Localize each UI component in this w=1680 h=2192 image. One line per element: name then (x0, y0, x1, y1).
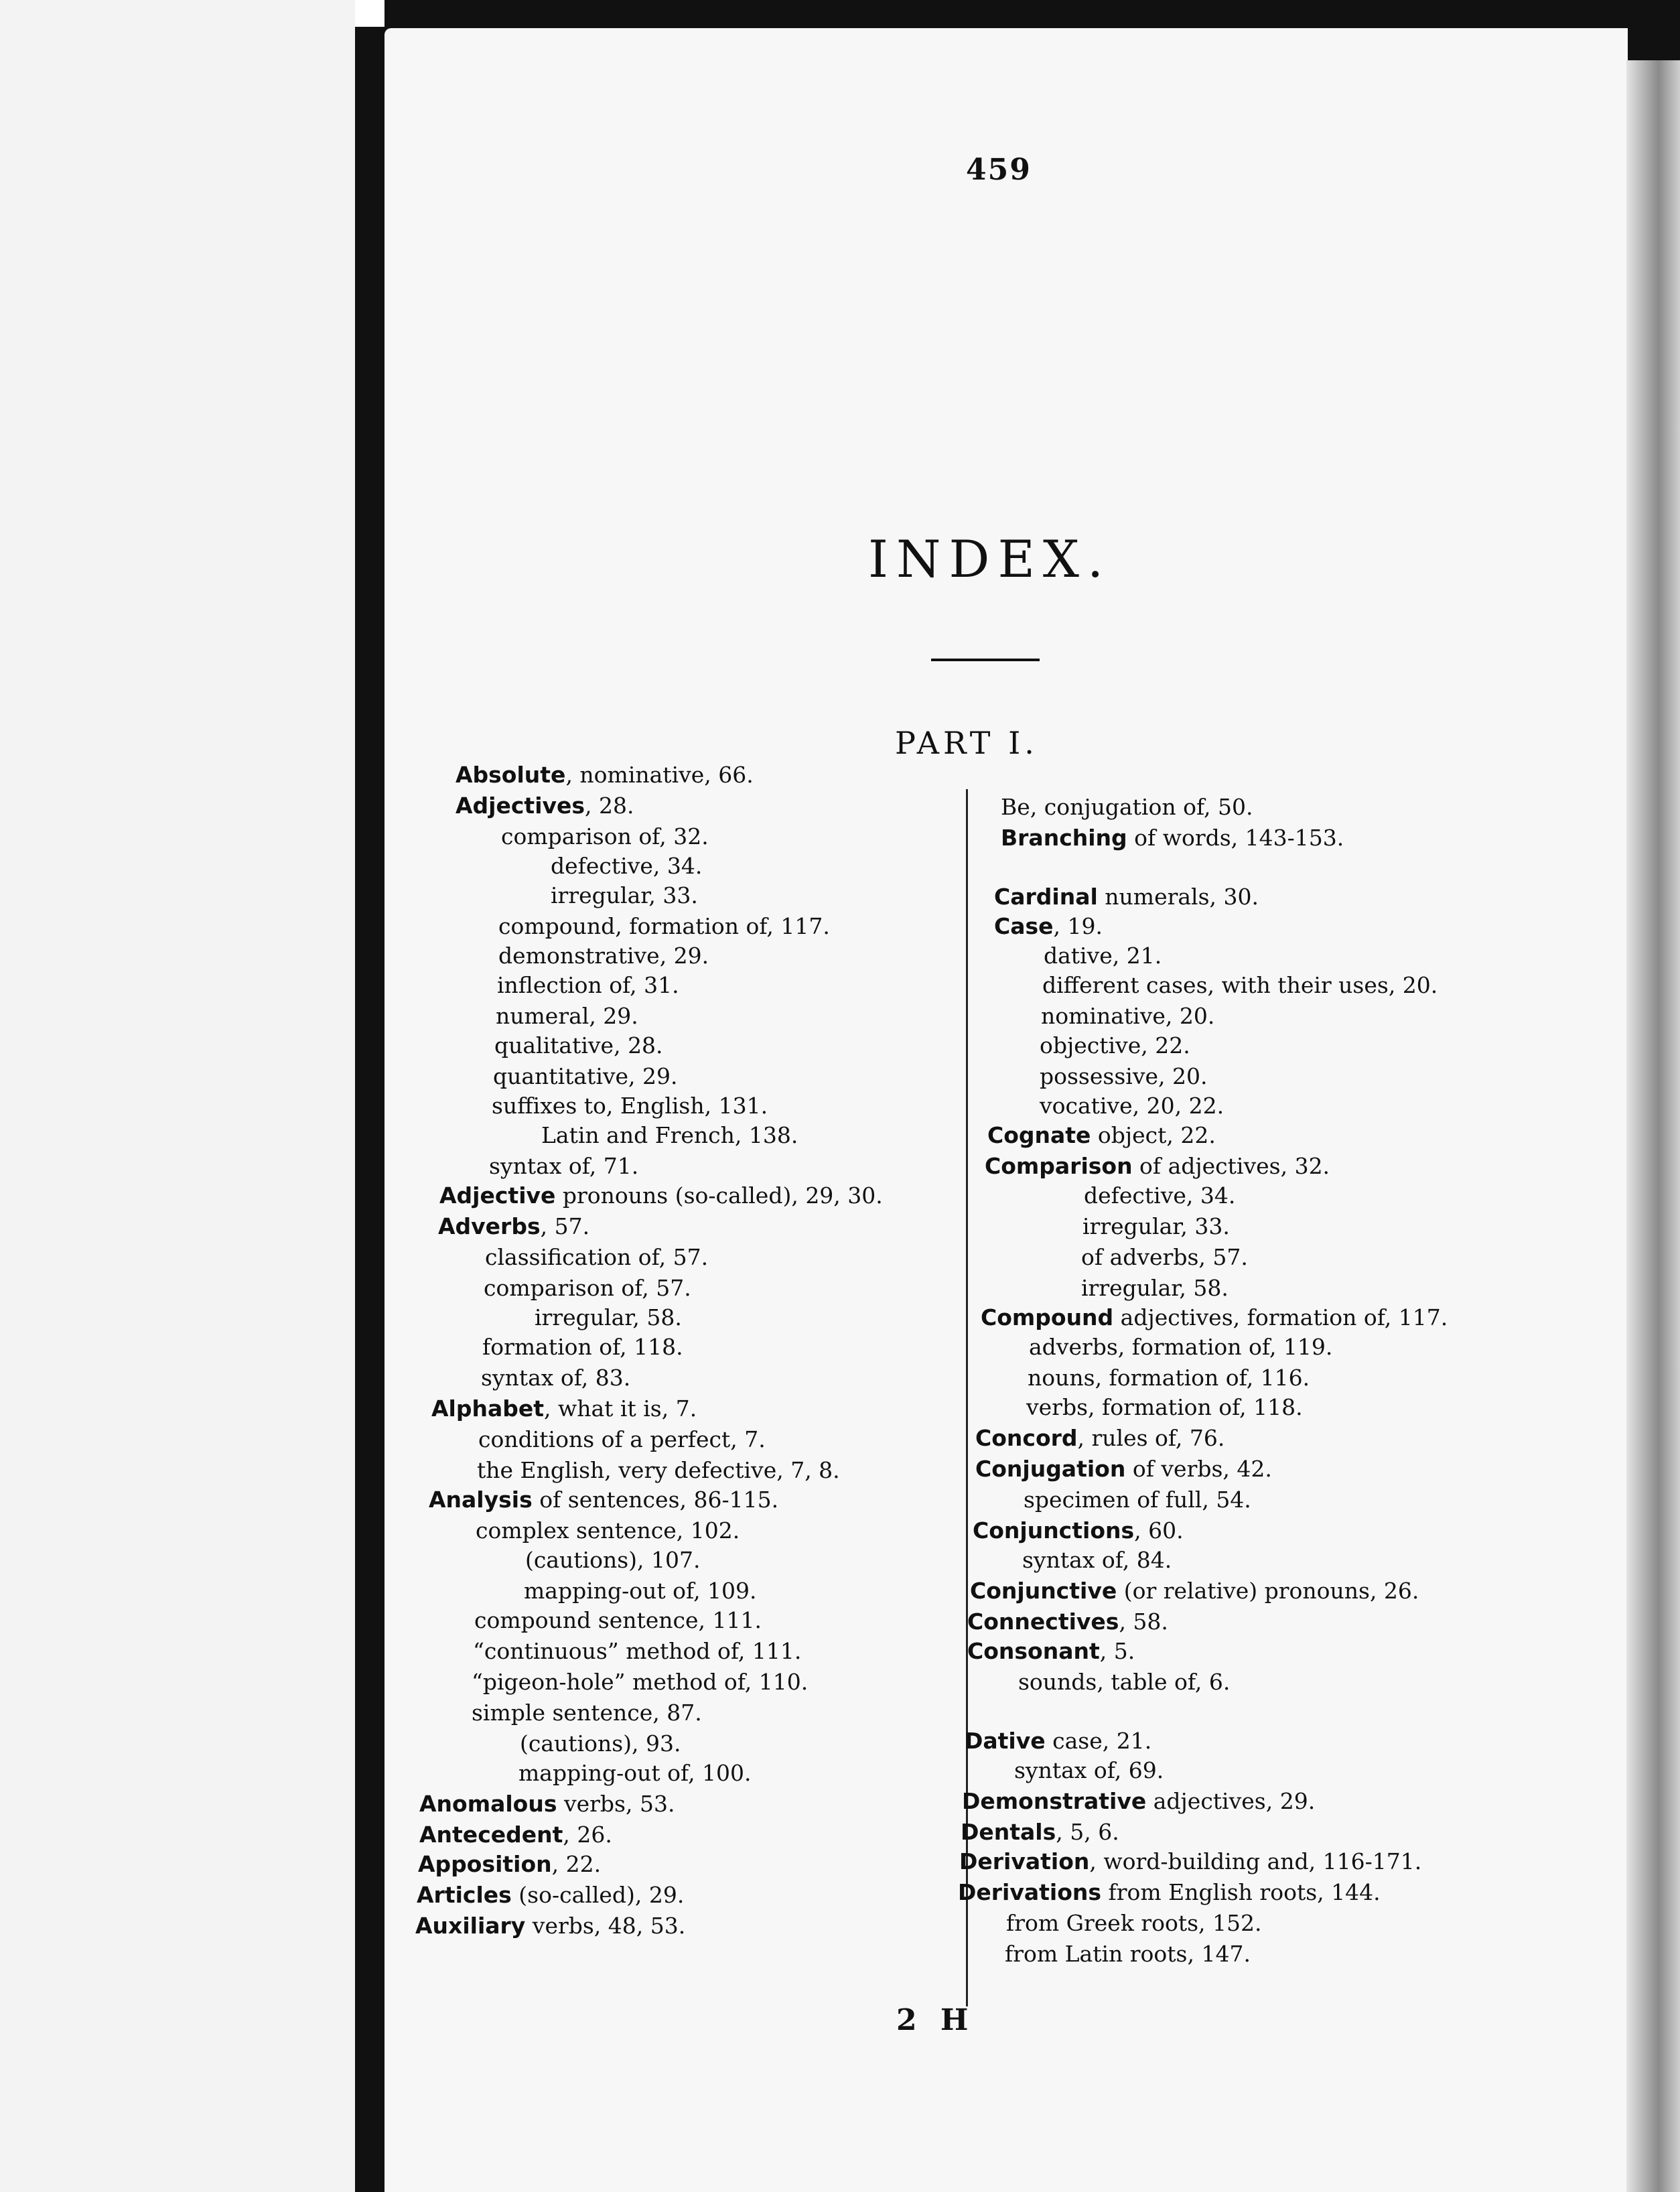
index-entry (994, 886, 1259, 908)
index-locator: Latin and French, 138. (541, 1122, 798, 1148)
index-locator: , what it is, 7. (544, 1395, 697, 1422)
index-entry (1040, 1034, 1190, 1056)
index-headword: Dative (965, 1728, 1046, 1754)
index-locator: verbs, 53. (557, 1791, 675, 1817)
index-headword: Comparison (985, 1153, 1133, 1179)
index-entry (498, 945, 709, 967)
index-entry (975, 1427, 1224, 1449)
index-locator: the English, very defective, 7, 8. (477, 1457, 840, 1483)
index-locator: objective, 22. (1040, 1032, 1190, 1058)
index-entry (961, 1821, 1119, 1843)
index-locator: from English roots, 144. (1101, 1879, 1381, 1905)
index-entry (501, 825, 709, 847)
index-entry (1084, 1184, 1235, 1207)
index-locator: of words, 143-153. (1127, 825, 1344, 851)
index-headword: Adverbs (438, 1213, 541, 1239)
index-entry (985, 1155, 1330, 1177)
index-headword: Conjunctions (973, 1517, 1135, 1544)
index-entry (497, 974, 679, 996)
index-entry (419, 1793, 675, 1815)
facing-page (0, 0, 355, 2192)
index-locator: syntax of, 71. (489, 1153, 639, 1179)
index-entry (962, 1790, 1315, 1812)
index-locator: (cautions), 107. (525, 1547, 701, 1573)
index-headword: Conjugation (975, 1456, 1126, 1482)
index-locator: of adverbs, 57. (1081, 1244, 1248, 1270)
index-entry (959, 1850, 1421, 1872)
index-entry (498, 915, 830, 937)
index-locator: , 60. (1134, 1517, 1184, 1544)
index-locator: syntax of, 84. (1022, 1547, 1172, 1573)
index-entry (415, 1915, 685, 1937)
index-locator: (so-called), 29. (511, 1882, 685, 1908)
index-entry (476, 1519, 740, 1542)
index-locator: comparison of, 57. (484, 1275, 691, 1301)
index-entry (535, 1306, 682, 1328)
index-locator: pronouns (so-called), 29, 30. (555, 1182, 883, 1209)
index-locator: dative, 21. (1044, 943, 1162, 969)
index-entry (493, 1065, 678, 1087)
index-headword: Derivations (958, 1879, 1102, 1905)
index-entry (967, 1608, 1168, 1635)
index-locator: defective, 34. (1084, 1182, 1236, 1209)
index-locator: quantitative, 29. (493, 1063, 678, 1089)
index-entry (975, 1458, 1272, 1480)
index-entry (524, 1580, 757, 1602)
index-entry (1081, 1277, 1229, 1299)
index-locator: sounds, table of, 6. (1018, 1669, 1231, 1695)
index-locator: , rules of, 76. (1077, 1425, 1225, 1451)
index-locator: , 5, 6. (1056, 1819, 1119, 1845)
index-entry (520, 1732, 681, 1755)
index-entry (1018, 1671, 1230, 1693)
part-heading: PART I. (895, 725, 1038, 761)
index-headword: Connectives (967, 1608, 1119, 1635)
index-locator: , 22. (551, 1851, 602, 1877)
index-locator: , 57. (540, 1213, 590, 1239)
index-locator: classification of, 57. (485, 1244, 709, 1270)
index-locator: , nominative, 66. (565, 762, 754, 788)
index-entry (541, 1124, 798, 1146)
index-locator: of verbs, 42. (1125, 1456, 1272, 1482)
index-entry (431, 1397, 697, 1420)
index-locator: demonstrative, 29. (498, 943, 709, 969)
index-entry (456, 795, 634, 817)
index-locator: numeral, 29. (496, 1003, 638, 1029)
index-headword: Branching (1001, 825, 1127, 851)
index-headword: Absolute (456, 762, 566, 788)
index-headword: Consonant (967, 1638, 1100, 1664)
index-headword: Case (994, 913, 1054, 939)
index-headword: Articles (417, 1882, 512, 1908)
index-entry (496, 1005, 638, 1027)
index-locator: of adjectives, 32. (1132, 1153, 1330, 1179)
index-headword: Derivation (959, 1848, 1090, 1874)
index-locator: irregular, 33. (551, 882, 698, 908)
index-locator: verbs, 48, 53. (525, 1913, 686, 1939)
index-entry (1041, 1005, 1214, 1027)
index-locator: specimen of full, 54. (1024, 1487, 1251, 1513)
index-entry (551, 855, 702, 877)
index-locator: nominative, 20. (1041, 1003, 1215, 1029)
index-entry (419, 1824, 612, 1846)
index-headword: Cognate (987, 1122, 1091, 1148)
index-locator: , 19. (1053, 913, 1103, 939)
index-entry (1006, 1912, 1261, 1934)
index-entry (958, 1881, 1381, 1903)
index-locator: inflection of, 31. (497, 972, 679, 998)
index-locator: verbs, formation of, 118. (1026, 1394, 1303, 1420)
index-headword: Apposition (418, 1851, 552, 1877)
index-entry (973, 1519, 1184, 1542)
index-entry (418, 1853, 601, 1875)
index-entry (417, 1884, 684, 1906)
index-entry (472, 1702, 702, 1724)
index-entry (473, 1640, 801, 1662)
index-entry (1040, 1065, 1207, 1087)
index-locator: , 58. (1119, 1608, 1168, 1635)
page-number: 459 (966, 153, 1032, 187)
index-entry (1044, 945, 1162, 967)
index-locator: defective, 34. (551, 853, 703, 879)
index-locator: “continuous” method of, 111. (473, 1638, 802, 1664)
index-entry (477, 1459, 840, 1481)
index-locator: formation of, 118. (482, 1334, 683, 1360)
index-entry (1001, 796, 1253, 818)
index-locator: mapping-out of, 109. (524, 1578, 757, 1604)
book-gutter (355, 27, 384, 2192)
title-rule (931, 659, 1040, 661)
index-locator: mapping-out of, 100. (518, 1760, 752, 1786)
index-entry (474, 1609, 762, 1631)
index-headword: Auxiliary (415, 1913, 526, 1939)
index-entry (1001, 827, 1344, 849)
index-locator: , 5. (1099, 1638, 1135, 1664)
index-locator: “pigeon-hole” method of, 110. (472, 1669, 809, 1695)
index-entry (965, 1730, 1151, 1752)
index-locator: , word-building and, 116-171. (1089, 1848, 1422, 1874)
index-locator: comparison of, 32. (501, 823, 709, 849)
index-locator: of sentences, 86-115. (532, 1487, 779, 1513)
index-headword: Adjectives (456, 793, 585, 819)
index-locator: (or relative) pronouns, 26. (1117, 1578, 1419, 1604)
index-entry (482, 1336, 683, 1358)
index-entry (981, 1306, 1448, 1328)
index-entry (429, 1489, 778, 1511)
index-entry (1081, 1246, 1248, 1268)
index-locator: compound, formation of, 117. (498, 913, 830, 939)
index-locator: irregular, 33. (1082, 1213, 1230, 1239)
index-locator: from Greek roots, 152. (1006, 1910, 1262, 1936)
index-entry (970, 1580, 1419, 1602)
index-entry (1005, 1943, 1251, 1965)
index-locator: adjectives, 29. (1146, 1788, 1316, 1814)
index-locator: compound sentence, 111. (474, 1607, 762, 1633)
index-headword: Compound (981, 1304, 1114, 1330)
index-locator: object, 22. (1091, 1122, 1216, 1148)
index-entry (494, 1034, 663, 1056)
index-locator: vocative, 20, 22. (1040, 1093, 1224, 1119)
index-entry (492, 1095, 768, 1117)
index-entry (1024, 1489, 1251, 1511)
index-entry (485, 1246, 708, 1268)
index-entry (1029, 1336, 1332, 1358)
index-locator: conditions of a perfect, 7. (478, 1426, 766, 1452)
index-locator: nouns, formation of, 116. (1028, 1365, 1310, 1391)
index-headword: Anomalous (419, 1791, 557, 1817)
index-locator: , 28. (585, 793, 634, 819)
index-locator: adverbs, formation of, 119. (1029, 1334, 1333, 1360)
index-entry (481, 1367, 630, 1389)
index-entry (994, 915, 1103, 937)
index-entry (967, 1640, 1135, 1662)
index-locator: (cautions), 93. (520, 1730, 681, 1757)
index-locator: syntax of, 69. (1014, 1757, 1164, 1783)
index-headword: Demonstrative (962, 1788, 1147, 1814)
index-locator: irregular, 58. (1081, 1275, 1229, 1301)
index-entry (1022, 1549, 1172, 1571)
index-locator: complex sentence, 102. (476, 1517, 740, 1544)
index-entry (1014, 1759, 1164, 1781)
index-entry (439, 1184, 883, 1207)
index-locator: , 26. (563, 1822, 612, 1848)
index-entry (1042, 974, 1438, 996)
index-locator: different cases, with their uses, 20. (1042, 972, 1438, 998)
index-locator: suffixes to, English, 131. (492, 1093, 768, 1119)
index-headword: Antecedent (419, 1822, 563, 1848)
index-locator: irregular, 58. (535, 1304, 682, 1330)
index-entry (1082, 1215, 1230, 1237)
index-entry (438, 1215, 589, 1237)
index-headword: Analysis (429, 1487, 533, 1513)
page-title: INDEX. (868, 529, 1112, 589)
index-entry (1026, 1396, 1303, 1418)
index-entry (1040, 1095, 1224, 1117)
index-entry (1028, 1367, 1310, 1389)
index-entry (456, 764, 754, 786)
index-locator: possessive, 20. (1040, 1063, 1208, 1089)
index-locator: numerals, 30. (1097, 884, 1259, 910)
index-headword: Dentals (961, 1819, 1056, 1845)
index-headword: Cardinal (994, 884, 1098, 910)
index-locator: from Latin roots, 147. (1005, 1941, 1251, 1967)
index-locator: Be, conjugation of, 50. (1001, 794, 1253, 820)
index-entry (525, 1549, 701, 1571)
index-entry (489, 1155, 638, 1177)
signature-mark: 2 H (896, 2003, 975, 2037)
index-locator: adjectives, formation of, 117. (1113, 1304, 1448, 1330)
index-headword: Adjective (439, 1182, 556, 1209)
index-locator: simple sentence, 87. (472, 1700, 702, 1726)
index-entry (484, 1277, 691, 1299)
index-entry (472, 1671, 808, 1693)
index-entry (518, 1762, 752, 1784)
index-headword: Conjunctive (970, 1578, 1117, 1604)
index-entry (987, 1124, 1216, 1146)
index-headword: Concord (975, 1425, 1078, 1451)
index-entry (551, 884, 698, 906)
index-headword: Alphabet (431, 1395, 545, 1422)
page-edges (1626, 60, 1680, 2192)
index-locator: syntax of, 83. (481, 1365, 631, 1391)
index-locator: case, 21. (1045, 1728, 1152, 1754)
index-locator: qualitative, 28. (494, 1032, 663, 1058)
index-entry (478, 1428, 766, 1450)
